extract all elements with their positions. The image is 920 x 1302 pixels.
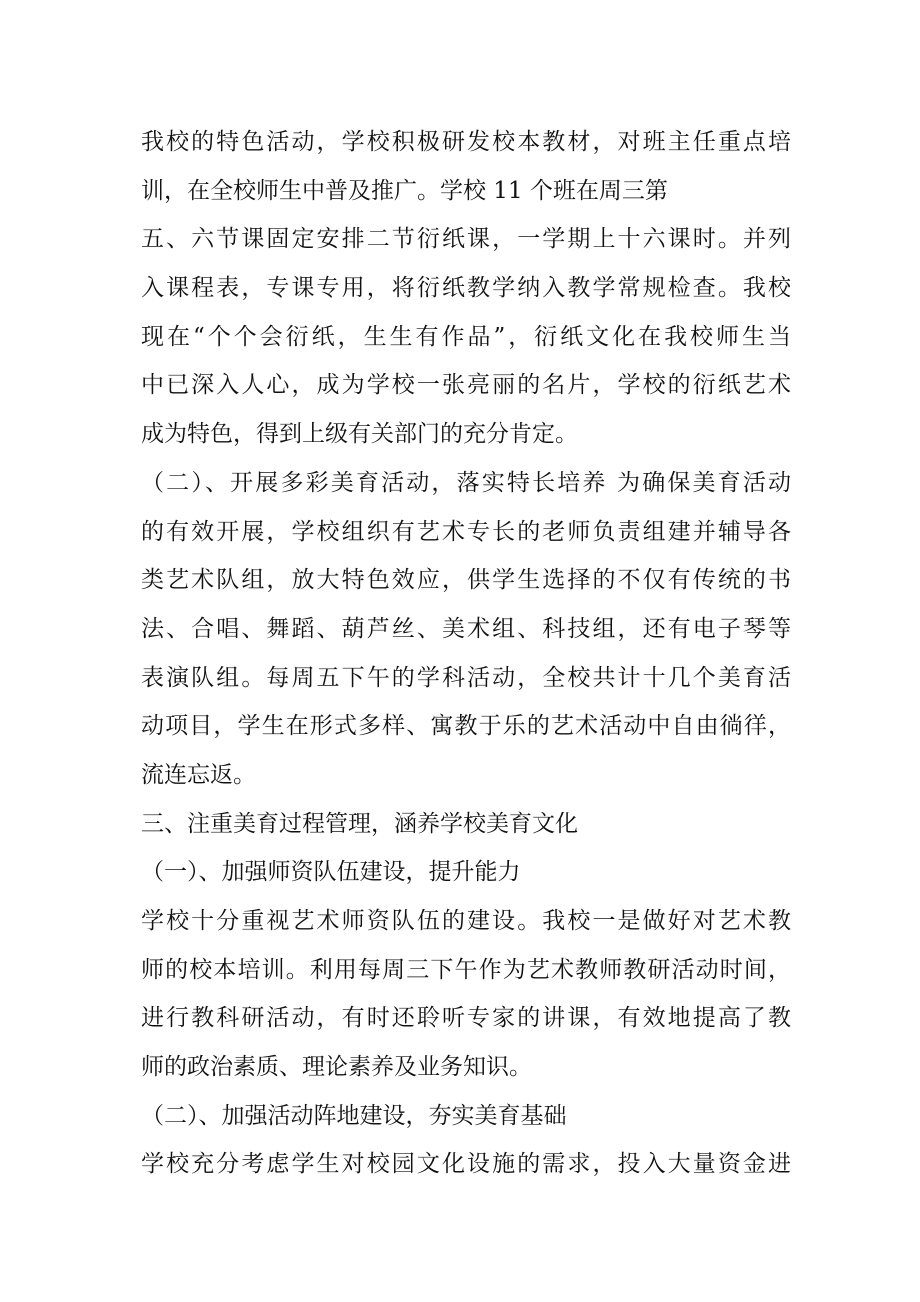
text-line: 表演队组。每周五下午的学科活动，全校共计十几个美育活 xyxy=(141,664,791,691)
text-line: 五、六节课固定安排二节衍纸课，一学期上十六课时。并列 xyxy=(141,226,791,253)
text-line: 类艺术队组，放大特色效应，供学生选择的不仅有传统的书 xyxy=(141,567,791,594)
text-line: 入课程表，专课专用，将衍纸教学纳入教学常规检查。我校 xyxy=(141,275,791,302)
text-line: 学校十分重视艺术师资队伍的建设。我校一是做好对艺术教 xyxy=(141,908,791,934)
text-line: 师的校本培训。利用每周三下午作为艺术教师教研活动时间， xyxy=(141,956,791,983)
text-line: 中已深入人心，成为学校一张亮丽的名片，学校的衍纸艺术 xyxy=(141,372,791,399)
text-line: 法、合唱、舞蹈、葫芦丝、美术组、科技组，还有电子琴等 xyxy=(141,615,791,642)
text-line: 师的政治素质、理论素养及业务知识。 xyxy=(141,1054,532,1081)
body-text xyxy=(141,118,791,1189)
subsection-heading: （二）、加强活动阵地建设，夯实美育基础 xyxy=(141,1102,567,1129)
subsection-heading: （一）、加强师资队伍建设，提升能力 xyxy=(141,859,521,886)
text-line: 的有效开展，学校组织有艺术专长的老师负责组建并辅导各 xyxy=(141,518,791,545)
text-line: 进行教科研活动，有时还聆听专家的讲课，有效地提高了教 xyxy=(141,1005,791,1032)
section-heading: （二）、开展多彩美育活动，落实特长培养 为确保美育活动 xyxy=(141,469,791,496)
section-heading: 三、注重美育过程管理，涵养学校美育文化 xyxy=(141,810,578,837)
text-line: 成为特色，得到上级有关部门的充分肯定。 xyxy=(141,421,578,448)
text-line: 我校的特色活动，学校积极研发校本教材，对班主任重点培 xyxy=(141,129,791,155)
text-line: 流连忘返。 xyxy=(141,761,256,788)
text-line: 训，在全校师生中普及推广。学校 11 个班在周三第 xyxy=(141,177,668,204)
text-line: 现在“个个会衍纸，生生有作品”，衍纸文化在我校师生当 xyxy=(141,323,791,350)
text-line: 动项目，学生在形式多样、寓教于乐的艺术活动中自由徜徉， xyxy=(141,713,791,740)
text-line: 学校充分考虑学生对校园文化设施的需求，投入大量资金进 xyxy=(141,1151,791,1178)
